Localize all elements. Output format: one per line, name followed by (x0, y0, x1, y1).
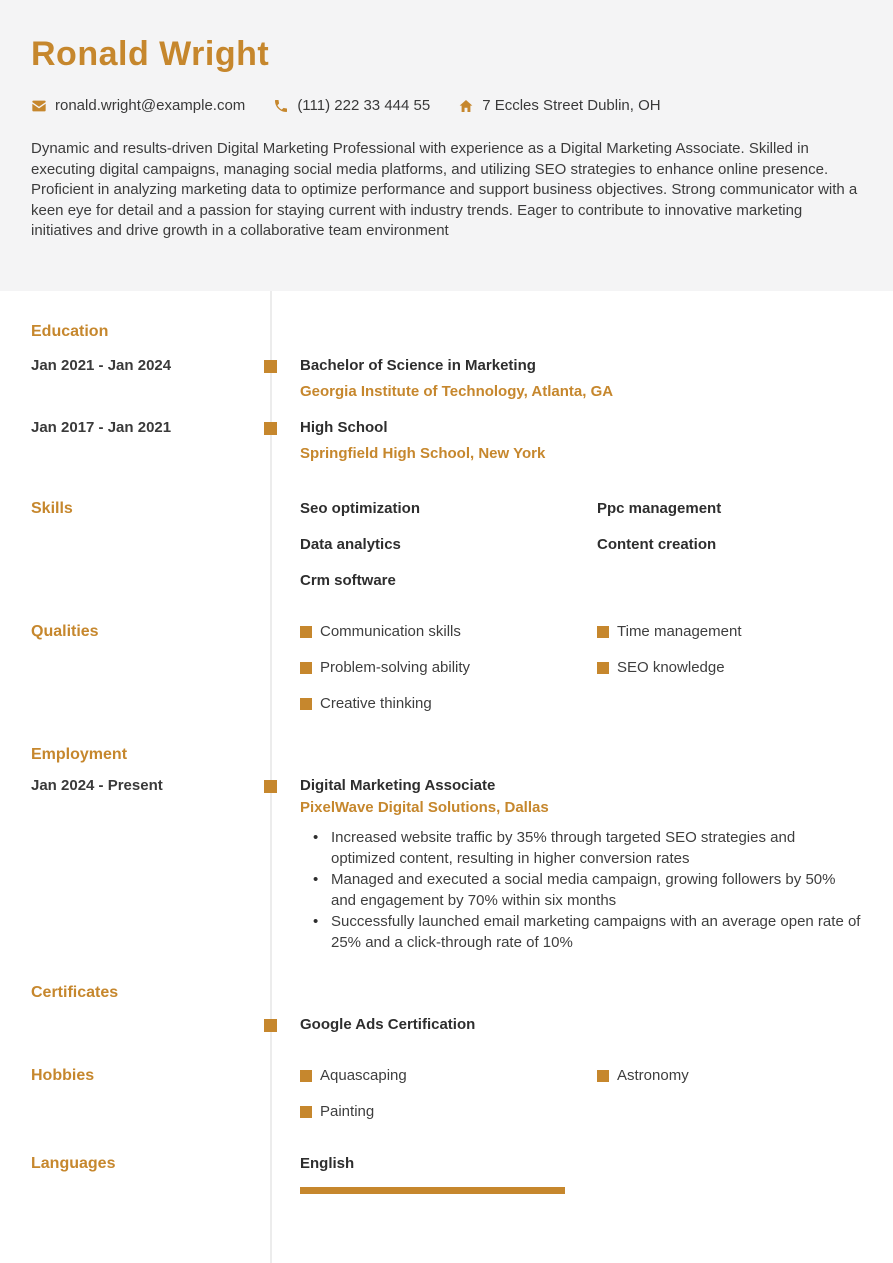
phone-text: (111) 222 33 444 55 (297, 97, 431, 114)
qualities-title: Qualities (31, 623, 99, 640)
section-qualities (0, 622, 893, 714)
skills-grid (300, 499, 862, 591)
hobby-label: Aquascaping (320, 1067, 407, 1084)
hobby-label: Astronomy (617, 1067, 689, 1084)
employment-bullet: • Managed and executed a social media campaign, growing followers by 50% and engagement by 70% within six months (300, 869, 862, 911)
skill-item: Data analytics (300, 536, 401, 553)
hobby-item (300, 1102, 597, 1122)
person-name: Ronald Wright (31, 35, 270, 73)
hobby-item (300, 1066, 597, 1086)
quality-label: Communication skills (320, 623, 461, 640)
certificate-entry (0, 1015, 893, 1035)
education-school: Springfield High School, New York (300, 445, 546, 462)
skill-item: Seo optimization (300, 500, 420, 517)
education-school: Georgia Institute of Technology, Atlanta, GA (300, 383, 614, 400)
entry-square-icon (264, 422, 277, 435)
hobby-item (597, 1066, 862, 1086)
envelope-icon (31, 98, 47, 114)
section-languages (0, 1154, 893, 1194)
square-bullet-icon (597, 626, 609, 638)
contact-address (458, 97, 660, 114)
employment-entry (0, 776, 893, 953)
education-entry (0, 418, 893, 464)
contact-row (31, 97, 862, 114)
education-degree: High School (300, 419, 388, 436)
section-certificates (0, 983, 893, 1035)
square-bullet-icon (597, 1070, 609, 1082)
employment-title: Employment (31, 746, 128, 763)
resume-header (0, 0, 893, 291)
quality-item (300, 694, 597, 714)
home-icon (458, 98, 474, 114)
section-skills (0, 499, 893, 591)
skills-title: Skills (31, 500, 73, 517)
skill-item: Ppc management (597, 500, 722, 517)
skill-item: Crm software (300, 572, 396, 589)
certificate-name: Google Ads Certification (300, 1016, 476, 1033)
employment-date: Jan 2024 - Present (31, 777, 163, 794)
language-level-bar (300, 1187, 565, 1194)
quality-label: Problem-solving ability (320, 659, 471, 676)
language-level-fill (300, 1187, 565, 1194)
resume-body (0, 291, 893, 1263)
quality-item (597, 622, 862, 642)
employment-bullet-list (300, 827, 862, 953)
languages-title: Languages (31, 1155, 116, 1172)
square-bullet-icon (300, 1106, 312, 1118)
employment-bullet: • Successfully launched email marketing campaigns with an average open rate of 25% and a click-through rate of 10% (300, 911, 862, 953)
contact-email (31, 97, 245, 114)
phone-icon (273, 98, 289, 114)
skill-item: Content creation (597, 536, 717, 553)
hobby-label: Painting (320, 1103, 375, 1120)
quality-label: Time management (617, 623, 742, 640)
hobbies-title: Hobbies (31, 1067, 95, 1084)
entry-square-icon (264, 1019, 277, 1032)
quality-item (597, 658, 862, 678)
profile-summary: Dynamic and results-driven Digital Marketing Professional with experience as a Digital Marketing Associate. Skilled in executing digital campaigns, managing social media platforms, and utilizing SEO strategies to enhance online presence. Proficient in analyzing marketing data to optimize performance and support business objectives. Strong communicator with a keen eye for detail and a passion for staying current with industry trends. Eager to contribute to innovative marketing initiatives and drive growth in a collaborative team environment (31, 140, 858, 239)
education-date: Jan 2017 - Jan 2021 (31, 419, 172, 436)
quality-item (300, 622, 597, 642)
language-name: English (300, 1155, 355, 1172)
entry-square-icon (264, 360, 277, 373)
employment-bullet: • Increased website traffic by 35% through targeted SEO strategies and optimized content, resulting in higher conversion rates (300, 827, 862, 869)
qualities-grid (300, 622, 862, 714)
square-bullet-icon (300, 662, 312, 674)
education-entry (0, 356, 893, 402)
email-text: ronald.wright@example.com (55, 97, 246, 114)
square-bullet-icon (300, 1070, 312, 1082)
section-employment (0, 745, 893, 953)
section-hobbies (0, 1066, 893, 1122)
hobbies-grid (300, 1066, 862, 1122)
square-bullet-icon (597, 662, 609, 674)
certificates-title: Certificates (31, 984, 119, 1001)
contact-phone (273, 97, 430, 114)
employment-role: Digital Marketing Associate (300, 777, 496, 794)
section-education (0, 291, 893, 464)
square-bullet-icon (300, 626, 312, 638)
employment-company: PixelWave Digital Solutions, Dallas (300, 799, 549, 816)
quality-label: Creative thinking (320, 695, 432, 712)
quality-label: SEO knowledge (617, 659, 725, 676)
education-degree: Bachelor of Science in Marketing (300, 357, 536, 374)
quality-item (300, 658, 597, 678)
entry-square-icon (264, 780, 277, 793)
education-title: Education (31, 323, 109, 340)
education-date: Jan 2021 - Jan 2024 (31, 357, 172, 374)
address-text: 7 Eccles Street Dublin, OH (482, 97, 661, 114)
square-bullet-icon (300, 698, 312, 710)
